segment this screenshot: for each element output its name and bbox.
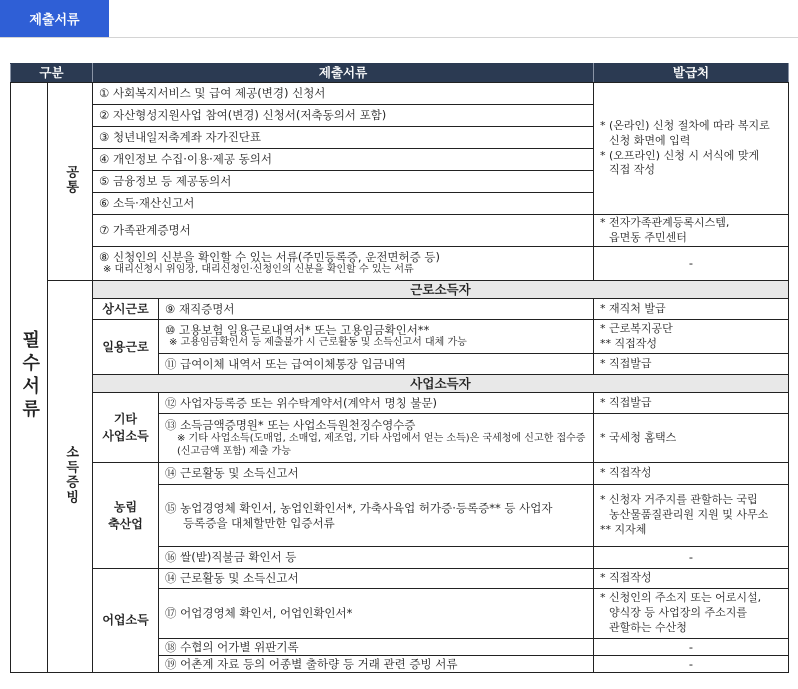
table-header-row [11, 64, 789, 83]
table-row [11, 215, 789, 247]
regular-work-label: 상시근로 [93, 299, 159, 320]
issuer-fish-18: - [594, 639, 789, 656]
earned-income-title: 근로소득자 [93, 281, 789, 299]
doc-item: ⑦ 가족관계증명서 [93, 215, 594, 247]
doc-item: ⑭ 근로활동 및 소득신고서 [159, 463, 594, 485]
issuer-other-13: * 국세청 홈택스 [594, 414, 789, 463]
tab-submission-docs[interactable]: 제출서류 [0, 0, 109, 37]
other-business-label: 기타 사업소득 [93, 393, 159, 463]
issuer-common-8: - [594, 247, 789, 281]
table-row [11, 83, 789, 105]
doc-item: ⑤ 금융정보 등 제공동의서 [93, 171, 594, 193]
issuer-regular: * 재직처 발급 [594, 299, 789, 320]
issuer-farm-15: * 신청자 거주지를 관할하는 국립 농산물품질관리원 지원 및 사무소 ** 지자체 [594, 485, 789, 547]
doc-item: ③ 청년내일저축계좌 자가진단표 [93, 127, 594, 149]
header-category: 구분 [11, 64, 93, 83]
doc-item: ⑫ 사업자등록증 또는 위수탁계약서(계약서 명칭 불문) [159, 393, 594, 414]
table-row [11, 247, 789, 281]
header-issuer: 발급처 [594, 64, 789, 83]
table-row [11, 320, 789, 354]
issuer-other-12: * 직접발급 [594, 393, 789, 414]
income-proof-label: 소득증빙 [48, 281, 93, 673]
doc-item: ⑪ 급여이체 내역서 또는 급여이체통장 입금내역 [159, 354, 594, 375]
fishery-label: 어업소득 [93, 569, 159, 673]
doc-item: ⑧ 신청인의 신분을 확인할 수 있는 서류(주민등록증, 운전면허증 등) ※ 대리신청시 위임장, 대리신청인·신청인의 신분을 확인할 수 있는 서류 [93, 247, 594, 281]
common-label: 공통 [48, 83, 93, 281]
required-docs-table [10, 63, 789, 673]
daily-work-label: 일용근로 [93, 320, 159, 375]
table-row [11, 281, 789, 299]
issuer-common-7: * 전자가족관계등록시스템, 읍면동 주민센터 [594, 215, 789, 247]
doc-item: ⑬ 소득금액증명원* 또는 사업소득원천징수영수증 ※ 기타 사업소득(도매업, 소매업, 제조업, 기타 사업에서 얻는 소득)은 국세청에 신고한 접수증(신고금액 포함) 제출 가능 [159, 414, 594, 463]
header-docs: 제출서류 [93, 64, 594, 83]
doc-item: ⑮ 농업경영체 확인서, 농업인확인서*, 가축사육업 허가증·등록증** 등 사업자 등록증을 대체할만한 입증서류 [159, 485, 594, 547]
table-row [11, 393, 789, 414]
issuer-daily-11: * 직접발급 [594, 354, 789, 375]
tab-bar [0, 0, 798, 38]
required-docs-label: 필수서류 [11, 83, 48, 673]
doc-item: ⑩ 고용보험 일용근로내역서* 또는 고용임금확인서** ※ 고용임금확인서 등 제출불가 시 근로활동 및 소득신고서 대체 가능 [159, 320, 594, 354]
table-row [11, 569, 789, 589]
table-row [11, 463, 789, 485]
table-row [11, 299, 789, 320]
doc-item: ⑱ 수협의 어가별 위판기록 [159, 639, 594, 656]
farm-label: 농림 축산업 [93, 463, 159, 569]
issuer-farm-16: - [594, 547, 789, 569]
issuer-fish-19: - [594, 656, 789, 673]
issuer-fish-17: * 신청인의 주소지 또는 어로시설, 양식장 등 사업장의 주소지를 관할하는 수산청 [594, 589, 789, 639]
doc-item: ① 사회복지서비스 및 급여 제공(변경) 신청서 [93, 83, 594, 105]
business-income-title: 사업소득자 [93, 375, 789, 393]
issuer-farm-14: * 직접작성 [594, 463, 789, 485]
doc-item: ⑨ 재직증명서 [159, 299, 594, 320]
doc-item: ⑭ 근로활동 및 소득신고서 [159, 569, 594, 589]
doc-item: ⑯ 쌀(밭)직불금 확인서 등 [159, 547, 594, 569]
issuer-fish-14: * 직접작성 [594, 569, 789, 589]
doc-item: ⑰ 어업경영체 확인서, 어업인확인서* [159, 589, 594, 639]
doc-item: ④ 개인정보 수집·이용·제공 동의서 [93, 149, 594, 171]
doc-item: ⑲ 어촌계 자료 등의 어종별 출하량 등 거래 관련 증빙 서류 [159, 656, 594, 673]
doc-item: ② 자산형성지원사업 참여(변경) 신청서(저축동의서 포함) [93, 105, 594, 127]
doc-item: ⑥ 소득·재산신고서 [93, 193, 594, 215]
issuer-common-1-6: * (온라인) 신청 절차에 따라 복지로 신청 화면에 입력 * (오프라인) 신청 시 서식에 맞게 직접 작성 [594, 83, 789, 215]
table-row [11, 375, 789, 393]
issuer-daily-10: * 근로복지공단 ** 직접작성 [594, 320, 789, 354]
